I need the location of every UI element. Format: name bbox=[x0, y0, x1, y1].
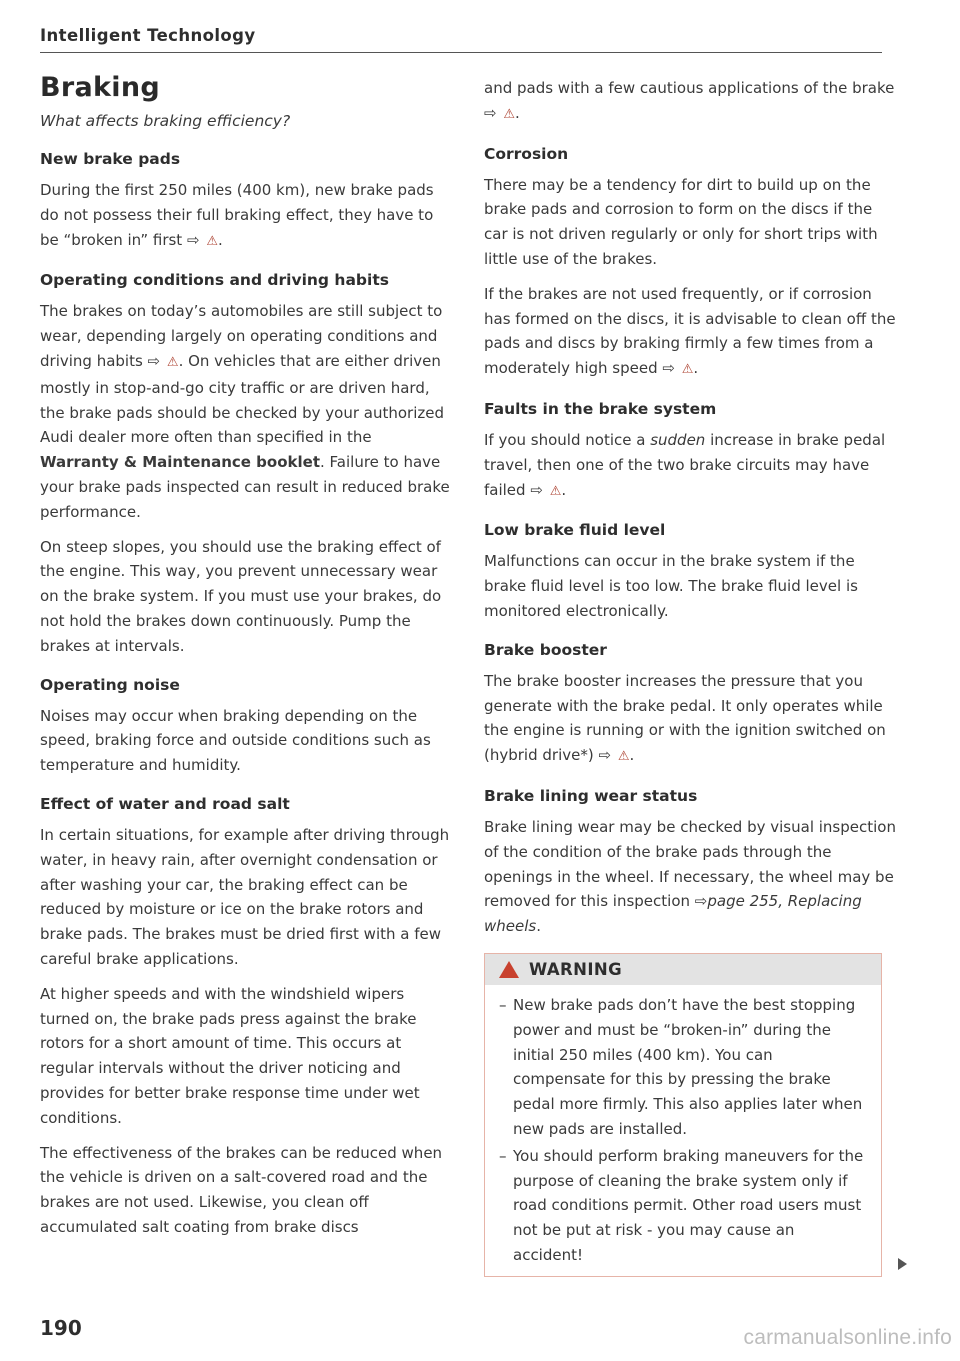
text: Brake lining wear may be checked by visual inspection of the condition of the brake pads through the openings in the wheel. If necessary, the wheel may be removed for this inspection bbox=[484, 817, 896, 911]
warning-header bbox=[485, 954, 881, 985]
text: During the first 250 miles (400 km), new brake pads do not possess their full braking effect, they have to be “broken in” first ⇨ bbox=[40, 181, 434, 249]
text: and pads with a few cautious applications of the brake ⇨ bbox=[484, 79, 895, 122]
heading-new-brake-pads: New brake pads bbox=[40, 150, 181, 168]
page-header-title: Intelligent Technology bbox=[40, 26, 256, 45]
paragraph-corrosion-2: If the brakes are not used frequently, or if corrosion has formed on the discs, it is advisable to clean off the pads and discs by braking firmly a few times from a moderately high speed ⇨ ⚠. bbox=[484, 282, 898, 383]
warning-box bbox=[484, 953, 882, 1277]
continue-arrow-icon bbox=[898, 1258, 907, 1270]
paragraph-salt: The effectiveness of the brakes can be reduced when the vehicle is driven on a salt-covered road and the brakes are not used. Likewise, you clean off accumulated salt coating from brake discs bbox=[40, 1143, 443, 1236]
heading-water-road-salt: Effect of water and road salt bbox=[40, 794, 290, 813]
page-number: 190 bbox=[40, 1316, 82, 1340]
watermark: carmanualsonline.info bbox=[743, 1326, 952, 1349]
warning-triangle-icon bbox=[499, 961, 519, 978]
text: The brake booster increases the pressure that you generate with the brake pedal. It only operates while the engine is running or with the ignition switched on (hybrid drive*) ⇨ bbox=[484, 671, 886, 765]
text: increase in brake pedal travel, then one of the two brake circuits may have failed ⇨ bbox=[484, 430, 886, 499]
warning-body bbox=[485, 985, 881, 1276]
paragraph-brake-booster: The brake booster increases the pressure that you generate with the brake pedal. It only operates while the engine is running or with the ignition switched on (hybrid drive*) ⇨ ⚠. bbox=[484, 669, 898, 770]
paragraph-lining-wear: Brake lining wear may be checked by visual inspection of the condition of the brake pads through the openings in the wheel. If necessary, the wheel may be removed for this inspection ⇨page 255, Replacing wheels. bbox=[484, 817, 896, 936]
warning-icon: ⚠ bbox=[617, 749, 630, 765]
warranty-booklet-link: Warranty & Maintenance booklet bbox=[40, 453, 320, 472]
left-column bbox=[40, 72, 454, 1250]
paragraph-operating-noise: Noises may occur when braking depending on the speed, braking force and outside conditions such as temperature and humidity. bbox=[40, 706, 431, 775]
warning-icon: ⚠ bbox=[503, 106, 516, 122]
heading-low-fluid: Low brake fluid level bbox=[484, 521, 666, 540]
list-dash: – bbox=[499, 1146, 507, 1165]
heading-faults: Faults in the brake system bbox=[484, 399, 717, 418]
warning-item-text: You should perform braking maneuvers for the purpose of cleaning the brake system only if road conditions permit. Other road users must not be put at risk - you may cause an accident! bbox=[513, 1146, 864, 1264]
page-reference-link[interactable]: ⇨page 255, Replacing wheels bbox=[484, 892, 862, 936]
text: The brakes on today’s automobiles are still subject to wear, depending largely on operating conditions and driving habits ⇨ bbox=[40, 302, 443, 370]
paragraph-faults: If you should notice a sudden increase in brake pedal travel, then one of the two brake circuits may have failed ⇨ ⚠. bbox=[484, 428, 898, 504]
heading-lining-wear: Brake lining wear status bbox=[484, 786, 698, 805]
paragraph-water-1: In certain situations, for example after driving through water, in heavy rain, after overnight condensation or after washing your car, the braking effect can be reduced by moisture or ice on the brake rotors and brake pads. The brakes must be dried first with a few careful brake applications. bbox=[40, 825, 450, 968]
paragraph-corrosion-1: There may be a tendency for dirt to build up on the brake pads and corrosion to form on the discs if the car is not driven regularly or only for short trips with little use of the brakes. bbox=[484, 175, 878, 268]
paragraph-water-2: At higher speeds and with the windshield wipers turned on, the brake pads press against the brake rotors for a short amount of time. This occurs at regular intervals without the driver noticing and provides for better brake response time under wet conditions. bbox=[40, 984, 420, 1127]
text: If the brakes are not used frequently, or if corrosion has formed on the discs, it is advisable to clean off the pads and discs by braking firmly a few times from a moderately high speed ⇨ bbox=[484, 284, 896, 378]
text: . On vehicles that are either driven mostly in stop-and-go city traffic or are driven hard, the brake pads should be checked by your authorized Audi dealer more often than specified in the bbox=[40, 351, 444, 447]
warning-item bbox=[499, 993, 869, 1142]
emphasis: sudden bbox=[650, 430, 706, 449]
warning-icon: ⚠ bbox=[681, 362, 694, 378]
text: . Failure to have your brake pads inspected can result in reduced brake performance. bbox=[40, 453, 450, 521]
paragraph-steep-slopes: On steep slopes, you should use the braking effect of the engine. This way, you prevent unnecessary wear on the brake system. If you must use your brakes, do not hold the brakes down continuously. Pump the brakes at intervals. bbox=[40, 537, 442, 655]
right-column bbox=[484, 76, 898, 1277]
paragraph-low-fluid: Malfunctions can occur in the brake system if the brake fluid level is too low. The brake fluid level is monitored electronically. bbox=[484, 552, 858, 620]
heading-operating-conditions: Operating conditions and driving habits bbox=[40, 271, 389, 290]
paragraph-operating-conditions bbox=[40, 299, 454, 524]
section-subtitle: What affects braking efficiency? bbox=[40, 112, 291, 130]
warning-item-text: New brake pads don’t have the best stopping power and must be “broken-in” during the initial 250 miles (400 km). You can compensate for this by pressing the brake pedal more firmly. This also applies later when new pads are installed. bbox=[513, 995, 863, 1138]
paragraph-new-brake-pads: During the first 250 miles (400 km), new brake pads do not possess their full braking effect, they have to be “broken in” first ⇨ ⚠. bbox=[40, 178, 454, 254]
text: If you should notice a bbox=[484, 430, 651, 449]
paragraph-continued: and pads with a few cautious applications of the brake ⇨ ⚠. bbox=[484, 76, 898, 128]
warning-icon: ⚠ bbox=[166, 354, 179, 370]
warning-icon: ⚠ bbox=[549, 483, 562, 499]
header-divider bbox=[40, 52, 882, 53]
heading-operating-noise: Operating noise bbox=[40, 675, 180, 694]
heading-brake-booster: Brake booster bbox=[484, 640, 607, 659]
list-dash: – bbox=[499, 995, 507, 1014]
page-title: Braking bbox=[40, 72, 160, 103]
warning-title: WARNING bbox=[529, 959, 623, 979]
heading-corrosion: Corrosion bbox=[484, 144, 569, 163]
warning-icon: ⚠ bbox=[206, 233, 218, 249]
warning-item bbox=[499, 1144, 869, 1268]
